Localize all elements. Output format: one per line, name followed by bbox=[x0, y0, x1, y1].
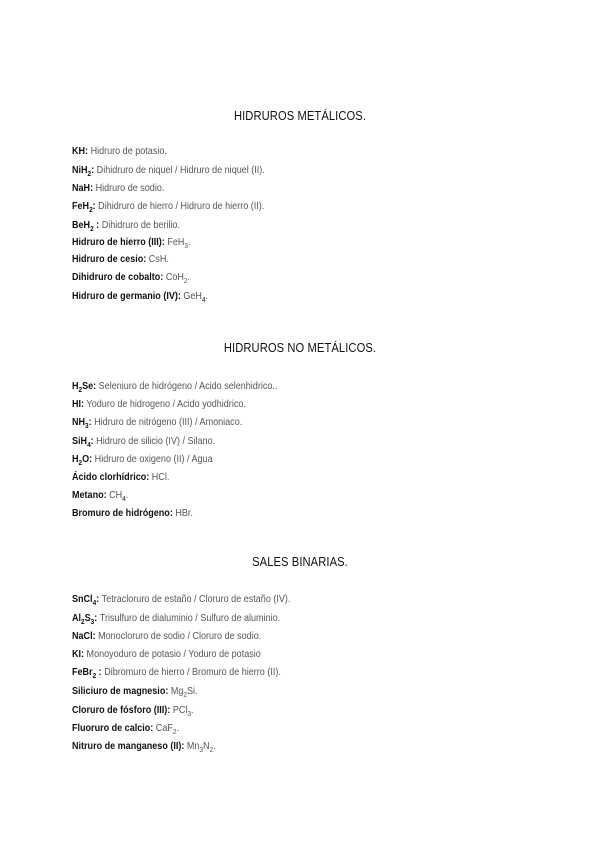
formula-part: Bromuro de hidrógeno: bbox=[72, 507, 173, 519]
formula-part: KI bbox=[72, 648, 82, 660]
section-sales-binarias bbox=[0, 554, 600, 570]
formula-part: Hidruro de cesio: bbox=[72, 253, 147, 265]
description-text: . bbox=[205, 290, 209, 302]
description-text: CsH. bbox=[148, 253, 169, 265]
entry-term bbox=[72, 507, 173, 519]
formula-part: NaCl bbox=[72, 630, 93, 642]
description-text: Dihidruro de niquel / Hidruro de niquel (II). bbox=[96, 164, 265, 176]
entry-separator: : bbox=[96, 593, 102, 605]
entry-description bbox=[173, 704, 194, 716]
formula-part: Metano: bbox=[72, 489, 107, 501]
entry-description bbox=[99, 380, 278, 392]
entry-description bbox=[96, 435, 215, 447]
formula-part: Nitruro de manganeso (II): bbox=[72, 740, 185, 752]
description-text: Hidruro de sodio. bbox=[95, 182, 165, 194]
formula-subscript: 3 bbox=[199, 745, 204, 754]
formula-part: Se: bbox=[82, 380, 97, 392]
formula-part: NH bbox=[72, 416, 86, 428]
entry-term bbox=[72, 271, 163, 283]
description-text: Monoyoduro de potasio / Yoduro de potasio bbox=[86, 648, 261, 660]
formula-subscript: 2 bbox=[183, 276, 188, 285]
entry-separator: : bbox=[91, 164, 97, 176]
section-hidruros-no-metalicos bbox=[0, 340, 600, 356]
list-item bbox=[72, 488, 128, 502]
entry-description bbox=[98, 200, 264, 212]
formula-part: FeBr bbox=[72, 666, 93, 678]
description-text: HCl. bbox=[151, 471, 170, 483]
section-title: HIDRUROS NO METÁLICOS. bbox=[223, 340, 377, 355]
list-item bbox=[72, 470, 169, 484]
formula-part: Hidruro de hierro (III): bbox=[72, 236, 165, 248]
formula-subscript: 2 bbox=[92, 671, 97, 680]
entry-term bbox=[72, 722, 153, 734]
entry-description bbox=[156, 722, 179, 734]
entry-term bbox=[72, 648, 81, 660]
entry-separator: : bbox=[94, 612, 100, 624]
formula-part: NaH bbox=[72, 182, 91, 194]
list-item bbox=[72, 415, 242, 429]
entry-separator: : bbox=[85, 145, 91, 157]
list-item bbox=[72, 647, 261, 661]
formula-subscript: 2 bbox=[87, 169, 92, 178]
formula-subscript: 2 bbox=[89, 205, 93, 214]
formula-subscript: 2 bbox=[78, 385, 83, 394]
entry-term bbox=[72, 253, 146, 265]
entry-description bbox=[97, 164, 265, 176]
entry-description bbox=[87, 398, 246, 410]
formula-subscript: 3 bbox=[85, 421, 89, 430]
formula-part: NiH bbox=[72, 164, 88, 176]
section-title: HIDRUROS METÁLICOS. bbox=[233, 108, 367, 123]
entry-separator: : bbox=[90, 182, 96, 194]
formula-part: Hidruro de germanio (IV): bbox=[72, 290, 181, 302]
list-item bbox=[72, 703, 193, 717]
description-text: Hidruro de nitrógeno (III) / Amoniaco. bbox=[94, 416, 243, 428]
formula-part: FeH bbox=[72, 200, 90, 212]
list-item bbox=[72, 721, 179, 735]
description-text: . bbox=[213, 740, 216, 752]
entry-description bbox=[102, 219, 180, 231]
entry-description bbox=[91, 145, 167, 157]
section-title: SALES BINARIAS. bbox=[252, 554, 348, 569]
entry-term bbox=[72, 380, 96, 392]
list-item bbox=[72, 684, 198, 698]
entry-term bbox=[72, 740, 184, 752]
formula-subscript: 4 bbox=[92, 598, 97, 607]
formula-part: Siliciuro de magnesio: bbox=[72, 685, 169, 697]
formula-part: BeH bbox=[72, 219, 91, 231]
list-item bbox=[72, 270, 190, 284]
description-text: Si. bbox=[186, 685, 198, 697]
list-item bbox=[72, 379, 277, 393]
entry-description bbox=[175, 507, 193, 519]
entry-description bbox=[149, 253, 169, 265]
entry-description bbox=[100, 612, 280, 624]
entry-description bbox=[109, 489, 128, 501]
formula-subscript: 3 bbox=[184, 241, 188, 250]
list-item bbox=[72, 397, 246, 411]
entry-term bbox=[72, 630, 93, 642]
description-text: Mn bbox=[186, 740, 200, 752]
entry-description bbox=[167, 236, 190, 248]
list-item bbox=[72, 611, 280, 625]
list-item bbox=[72, 235, 190, 249]
formula-part: KH bbox=[72, 145, 86, 157]
formula-part: O: bbox=[82, 453, 93, 465]
entry-term bbox=[72, 685, 168, 697]
description-text: FeH bbox=[167, 236, 185, 248]
description-text: Hidruro de silicio (IV) / Silano. bbox=[96, 435, 216, 447]
formula-part: SnCl bbox=[72, 593, 93, 605]
description-text: . bbox=[125, 489, 129, 501]
description-text: Hidruro de potasio. bbox=[90, 145, 167, 157]
entry-term bbox=[72, 471, 149, 483]
formula-subscript: 2 bbox=[81, 617, 85, 626]
description-text: . bbox=[190, 704, 194, 716]
entry-description bbox=[187, 740, 216, 752]
entry-term bbox=[72, 435, 91, 447]
formula-part: Fluoruro de calcio: bbox=[72, 722, 154, 734]
description-text: Dibromuro de hierro / Bromuro de hierro (II). bbox=[104, 666, 281, 678]
entry-term bbox=[72, 416, 89, 428]
entry-term bbox=[72, 236, 165, 248]
description-text: GeH bbox=[183, 290, 202, 302]
formula-subscript: 4 bbox=[201, 295, 206, 304]
formula-subscript: 4 bbox=[122, 494, 126, 503]
list-item bbox=[72, 181, 164, 195]
entry-term bbox=[72, 453, 92, 465]
formula-subscript: 2 bbox=[183, 690, 187, 699]
entry-term bbox=[72, 200, 93, 212]
description-text: Trisulfuro de dialuminio / Sulfuro de aluminio. bbox=[99, 612, 281, 624]
list-item bbox=[72, 144, 167, 158]
entry-description bbox=[98, 630, 261, 642]
entry-description bbox=[166, 271, 190, 283]
description-text: HBr. bbox=[175, 507, 193, 519]
entry-description bbox=[102, 593, 291, 605]
description-text: Dihidruro de berilio. bbox=[101, 219, 180, 231]
formula-subscript: 3 bbox=[90, 617, 95, 626]
entry-description bbox=[152, 471, 170, 483]
formula-part: H bbox=[72, 453, 79, 465]
entry-description bbox=[94, 416, 242, 428]
description-text: . bbox=[176, 722, 179, 734]
entry-description bbox=[87, 648, 261, 660]
description-text: . bbox=[187, 271, 190, 283]
entry-separator: : bbox=[96, 666, 105, 678]
description-text: CoH bbox=[165, 271, 184, 283]
formula-subscript: 2 bbox=[78, 458, 83, 467]
entry-term bbox=[72, 182, 90, 194]
section-hidruros-metalicos bbox=[0, 108, 600, 124]
description-text: Tetracloruro de estaño / Cloruro de estaño (IV). bbox=[101, 593, 291, 605]
formula-subscript: 4 bbox=[87, 440, 91, 449]
formula-part: Cloruro de fósforo (III): bbox=[72, 704, 171, 716]
list-item bbox=[72, 218, 180, 232]
description-text: CaF bbox=[155, 722, 173, 734]
entry-term bbox=[72, 145, 85, 157]
formula-part: SiH bbox=[72, 435, 88, 447]
formula-subscript: 2 bbox=[209, 745, 214, 754]
entry-term bbox=[72, 164, 91, 176]
list-item bbox=[72, 506, 193, 520]
description-text: Mg bbox=[170, 685, 184, 697]
list-item bbox=[72, 434, 215, 448]
entry-separator: : bbox=[90, 435, 97, 447]
list-item bbox=[72, 739, 216, 753]
entry-description bbox=[171, 685, 198, 697]
list-item bbox=[72, 629, 261, 643]
list-item bbox=[72, 252, 169, 266]
description-text: Dihidruro de hierro / Hidruro de hierro (II). bbox=[98, 200, 265, 212]
formula-part: S bbox=[84, 612, 91, 624]
formula-part: Ácido clorhídrico: bbox=[72, 471, 150, 483]
description-text: PCl bbox=[172, 704, 188, 716]
entry-separator: : bbox=[93, 219, 102, 231]
formula-subscript: 3 bbox=[187, 709, 191, 718]
description-text: N bbox=[203, 740, 210, 752]
formula-part: HI: bbox=[72, 398, 85, 410]
description-text: Seleniuro de hidrógeno / Acido selenhidrico.. bbox=[98, 380, 278, 392]
entry-separator: : bbox=[88, 416, 95, 428]
entry-term bbox=[72, 612, 94, 624]
list-item bbox=[72, 199, 264, 213]
entry-separator: : bbox=[92, 630, 99, 642]
formula-part: H bbox=[72, 380, 79, 392]
list-item bbox=[72, 163, 265, 177]
entry-term bbox=[72, 489, 107, 501]
entry-term bbox=[72, 704, 170, 716]
formula-part: Dihidruro de cobalto: bbox=[72, 271, 164, 283]
formula-subscript: 2 bbox=[172, 727, 177, 736]
entry-term bbox=[72, 666, 96, 678]
description-text: Hidruro de oxigeno (II) / Agua bbox=[94, 453, 213, 465]
entry-separator: : bbox=[92, 200, 99, 212]
entry-separator: : bbox=[81, 648, 87, 660]
entry-term bbox=[72, 290, 181, 302]
entry-description bbox=[96, 182, 165, 194]
description-text: . bbox=[187, 236, 191, 248]
entry-description bbox=[95, 453, 213, 465]
list-item bbox=[72, 289, 208, 303]
formula-part: Al bbox=[72, 612, 82, 624]
formula-subscript: 2 bbox=[90, 224, 94, 233]
list-item bbox=[72, 592, 290, 606]
entry-description bbox=[183, 290, 208, 302]
entry-term bbox=[72, 593, 96, 605]
description-text: CH bbox=[109, 489, 123, 501]
entry-term bbox=[72, 398, 84, 410]
entry-description bbox=[104, 666, 281, 678]
description-text: Monocloruro de sodio / Cloruro de sodio. bbox=[98, 630, 262, 642]
list-item bbox=[72, 452, 213, 466]
entry-term bbox=[72, 219, 94, 231]
list-item bbox=[72, 665, 281, 679]
description-text: Yoduro de hidrogeno / Acido yodhidrico. bbox=[86, 398, 246, 410]
